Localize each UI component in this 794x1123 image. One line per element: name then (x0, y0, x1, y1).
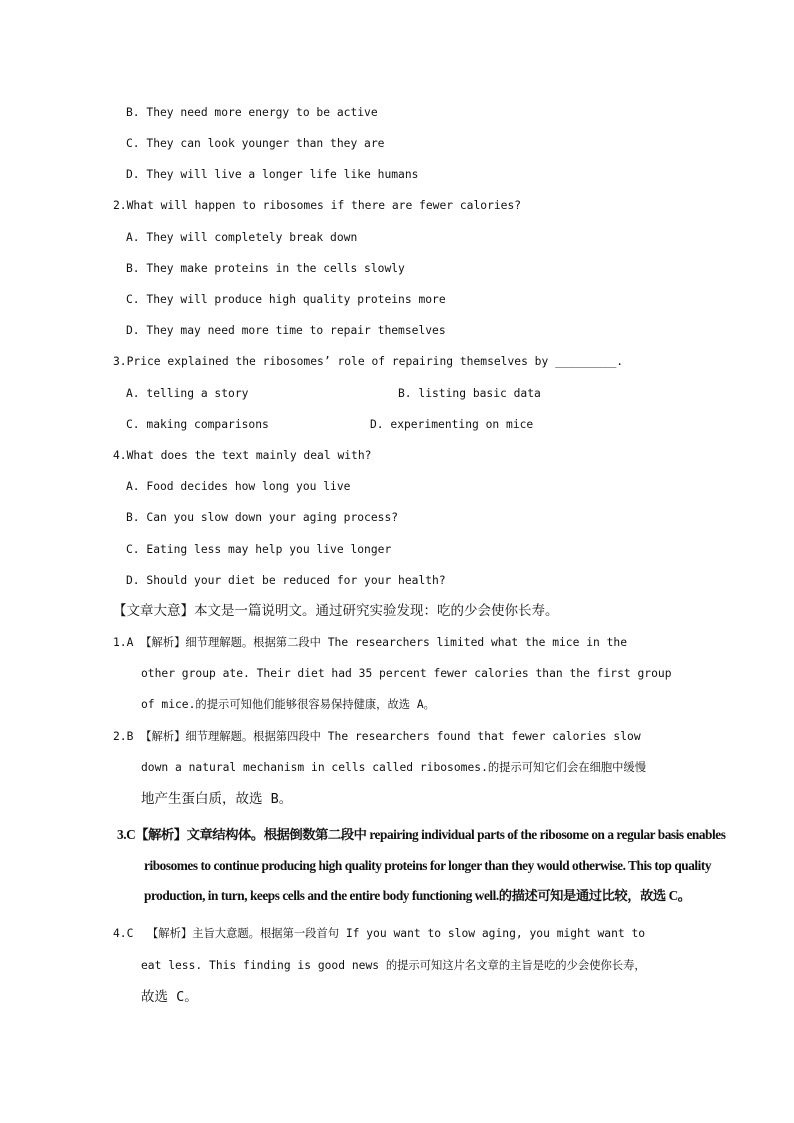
article-summary: 【文章大意】本文是一篇说明文。通过研究实验发现：吃的少会使你长寿。 (113, 603, 559, 619)
q4-option-b: B. Can you slow down your aging process? (126, 511, 399, 524)
q3-stem: 3.Price explained the ribosomes’ role of repairing themselves by _________. (113, 355, 624, 368)
a2-line-3: 地产生蛋白质，故选 B。 (141, 791, 293, 807)
a2-line-1: 2.B 【解析】细节理解题。根据第四段中 The researchers found that fewer calories slow (113, 730, 641, 743)
a3-line-3: production, in turn, keeps cells and the entire body functioning well.的描述可知是通过比较，故选 C。 (144, 888, 691, 903)
a1-line-2: other group ate. Their diet had 35 percent fewer calories than the first group (141, 667, 672, 680)
q2-option-d: D. They may need more time to repair themselves (126, 324, 446, 337)
q4-stem: 4.What does the text mainly deal with? (113, 449, 372, 462)
q4-option-c: C. Eating less may help you live longer (126, 543, 392, 556)
q3-option-b: B. listing basic data (398, 387, 541, 400)
q3-option-a: A. telling a story (126, 387, 249, 400)
q3-option-d: D. experimenting on mice (370, 418, 534, 431)
a3-line-1: 3.C【解析】文章结构体。根据倒数第二段中 repairing individual parts of the ribosome on a regular basis enables (117, 827, 726, 842)
q2-option-b: B. They make proteins in the cells slowly (126, 262, 405, 275)
q1-option-b: B. They need more energy to be active (126, 106, 378, 119)
q2-stem: 2.What will happen to ribosomes if there are fewer calories? (113, 199, 522, 212)
a4-line-3: 故选 C。 (141, 989, 198, 1005)
a1-line-1: 1.A 【解析】细节理解题。根据第二段中 The researchers limited what the mice in the (113, 636, 628, 649)
a1-line-3: of mice.的提示可知他们能够很容易保持健康，故选 A。 (141, 698, 435, 711)
q2-option-c: C. They will produce high quality proteins more (126, 293, 446, 306)
a4-line-2: eat less. This finding is good news 的提示可知这片名文章的主旨是吃的少会使你长寿， (141, 959, 646, 972)
q3-option-c: C. making comparisons (126, 418, 269, 431)
q4-option-d: D. Should your diet be reduced for your health? (126, 574, 446, 587)
a2-line-2: down a natural mechanism in cells called ribosomes.的提示可知它们会在细胞中缓慢 (141, 761, 647, 774)
q1-option-d: D. They will live a longer life like humans (126, 168, 419, 181)
q4-option-a: A. Food decides how long you live (126, 480, 351, 493)
a4-line-1: 4.C 【解析】主旨大意题。根据第一段首句 If you want to slow aging, you might want to (113, 927, 646, 940)
q1-option-c: C. They can look younger than they are (126, 137, 385, 150)
a3-line-2: ribosomes to continue producing high quality proteins for longer than they would otherwise. This top quality (144, 858, 712, 873)
q2-option-a: A. They will completely break down (126, 231, 358, 244)
